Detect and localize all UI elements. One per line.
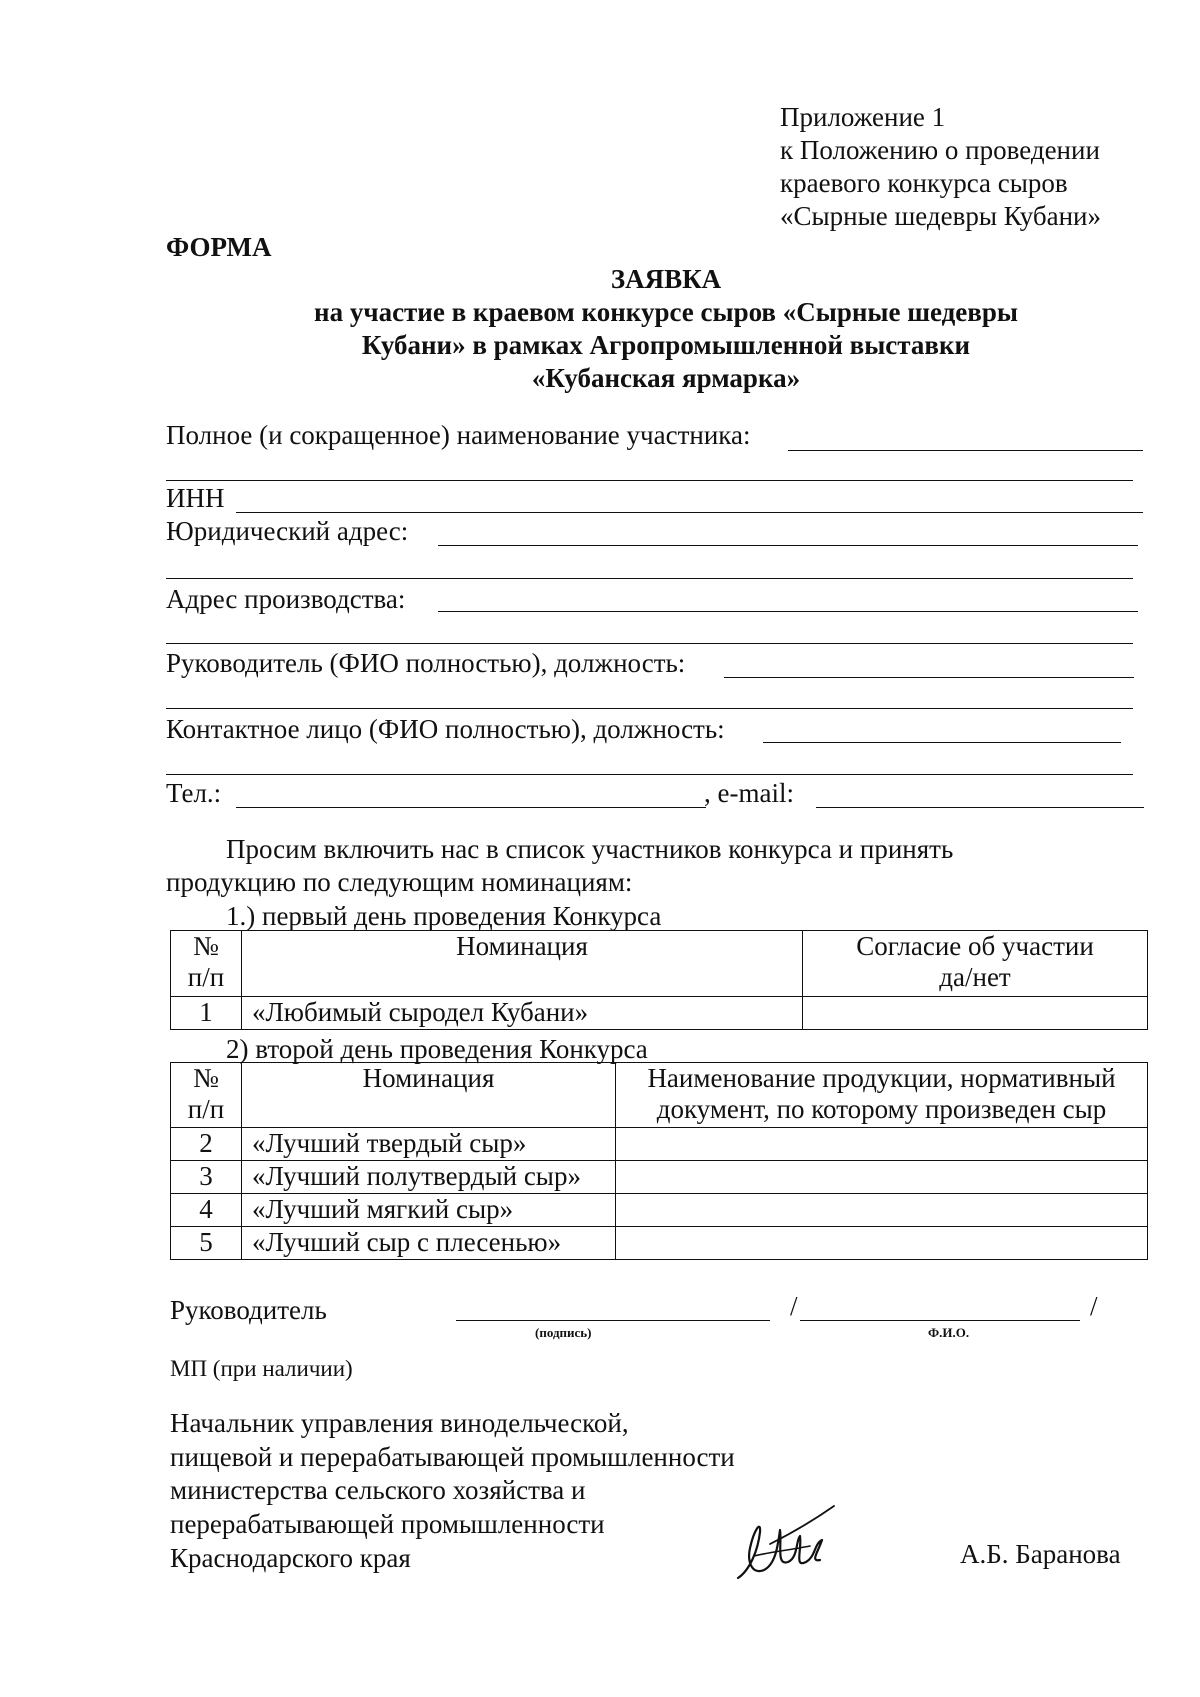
row-nomination: «Лучший твердый сыр» xyxy=(242,1128,616,1161)
signature-line[interactable] xyxy=(456,1320,770,1321)
name-field-line[interactable] xyxy=(788,450,1143,451)
head-signature-label: Руководитель xyxy=(170,1295,327,1325)
day1-header-consent-1: Согласие об участии xyxy=(856,931,1094,961)
appendix-line-2: к Положению о проведении xyxy=(780,135,1100,165)
fio-caption: Ф.И.О. xyxy=(928,1325,970,1340)
request-line-1: Просим включить нас в список участников конкурса и принять xyxy=(226,834,954,864)
table-row xyxy=(171,1194,1148,1227)
head-line[interactable] xyxy=(724,677,1134,678)
fio-line[interactable] xyxy=(800,1320,1080,1321)
legal-address-line[interactable] xyxy=(438,545,1138,546)
row-num: 5 xyxy=(171,1227,242,1260)
row-product-cell[interactable] xyxy=(616,1194,1148,1227)
row-nomination: «Лучший мягкий сыр» xyxy=(242,1194,616,1227)
day2-table xyxy=(170,1062,1148,1260)
contact-label: Контактное лицо (ФИО полностью), должность: xyxy=(166,714,725,744)
title-line-1: ЗАЯВКА xyxy=(610,264,722,294)
day1-header-consent-2: да/нет xyxy=(939,962,1011,992)
day1-header-consent xyxy=(803,931,1148,997)
day2-header-product-2: документ, по которому произведен сыр xyxy=(656,1094,1107,1124)
row-nomination: «Любимый сыродел Кубани» xyxy=(242,997,803,1030)
row-nomination: «Лучший сыр с плесенью» xyxy=(242,1227,616,1260)
day1-header-row xyxy=(171,931,1148,997)
name-field-line-2[interactable] xyxy=(166,480,1133,481)
phone-label: Тел.: xyxy=(166,778,222,808)
signatory-name: А.Б. Баранова xyxy=(960,1539,1121,1569)
title-line-2: на участие в краевом конкурсе сыров «Сырные шедевры xyxy=(314,297,1018,327)
signature-caption: (подпись) xyxy=(535,1325,592,1340)
day2-header-nomination: Номинация xyxy=(242,1063,616,1128)
legal-address-line-2[interactable] xyxy=(166,578,1133,579)
footer-line-2: пищевой и перерабатывающей промышленности xyxy=(170,1442,735,1472)
phone-line[interactable] xyxy=(236,807,706,808)
inn-field-label: ИНН xyxy=(166,483,225,513)
footer-line-5: Краснодарского края xyxy=(170,1543,411,1573)
slash-1: / xyxy=(790,1291,798,1321)
head-line-2[interactable] xyxy=(166,708,1133,709)
head-label: Руководитель (ФИО полностью), должность: xyxy=(166,648,686,678)
table-row xyxy=(171,1161,1148,1194)
form-label: ФОРМА xyxy=(166,232,272,262)
footer-line-4: перерабатывающей промышленности xyxy=(170,1509,605,1539)
table-row xyxy=(171,997,1148,1030)
production-address-line-2[interactable] xyxy=(166,643,1133,644)
day2-header-num xyxy=(171,1063,242,1128)
table-row xyxy=(171,1128,1148,1161)
request-line-2: продукцию по следующим номинациям: xyxy=(166,867,633,897)
row-product-cell[interactable] xyxy=(616,1227,1148,1260)
row-num: 4 xyxy=(171,1194,242,1227)
row-num: 1 xyxy=(171,997,242,1030)
day2-header-product xyxy=(616,1063,1148,1128)
row-product-cell[interactable] xyxy=(616,1128,1148,1161)
day2-header-product-1: Наименование продукции, нормативный xyxy=(647,1063,1116,1093)
day1-table xyxy=(170,930,1148,1030)
contact-line[interactable] xyxy=(763,742,1121,743)
day1-caption: 1.) первый день проведения Конкурса xyxy=(226,901,662,931)
slash-2: / xyxy=(1090,1291,1098,1321)
appendix-line-1: Приложение 1 xyxy=(780,102,946,132)
production-address-label: Адрес производства: xyxy=(166,584,406,614)
day2-header-num-2: п/п xyxy=(187,1094,225,1124)
day2-caption: 2) второй день проведения Конкурса xyxy=(226,1034,648,1064)
day1-header-nomination: Номинация xyxy=(242,931,803,997)
production-address-line[interactable] xyxy=(438,611,1138,612)
inn-field-line[interactable] xyxy=(236,512,1143,513)
row-num: 2 xyxy=(171,1128,242,1161)
title-line-3: Кубани» в рамках Агропромышленной выставки xyxy=(361,330,971,360)
row-product-cell[interactable] xyxy=(616,1161,1148,1194)
seal-label: МП (при наличии) xyxy=(170,1356,353,1381)
day1-header-num-1: № xyxy=(193,931,219,961)
row-consent-cell[interactable] xyxy=(803,997,1148,1030)
legal-address-label: Юридический адрес: xyxy=(166,516,409,546)
handwritten-signature-icon xyxy=(730,1500,840,1590)
day1-header-num xyxy=(171,931,242,997)
contact-line-2[interactable] xyxy=(166,774,1133,775)
appendix-line-3: краевого конкурса сыров xyxy=(780,168,1068,198)
footer-line-1: Начальник управления винодельческой, xyxy=(170,1408,629,1438)
day2-header-row xyxy=(171,1063,1148,1128)
email-line[interactable] xyxy=(816,807,1144,808)
title-line-4: «Кубанская ярмарка» xyxy=(531,363,801,393)
footer-line-3: министерства сельского хозяйства и xyxy=(170,1475,586,1505)
day2-header-num-1: № xyxy=(193,1063,219,1093)
name-field-label: Полное (и сокращенное) наименование участника: xyxy=(166,420,751,450)
row-nomination: «Лучший полутвердый сыр» xyxy=(242,1161,616,1194)
table-row xyxy=(171,1227,1148,1260)
appendix-line-4: «Сырные шедевры Кубани» xyxy=(780,201,1101,231)
day1-header-num-2: п/п xyxy=(187,962,225,992)
email-label: , e-mail: xyxy=(704,778,794,808)
row-num: 3 xyxy=(171,1161,242,1194)
